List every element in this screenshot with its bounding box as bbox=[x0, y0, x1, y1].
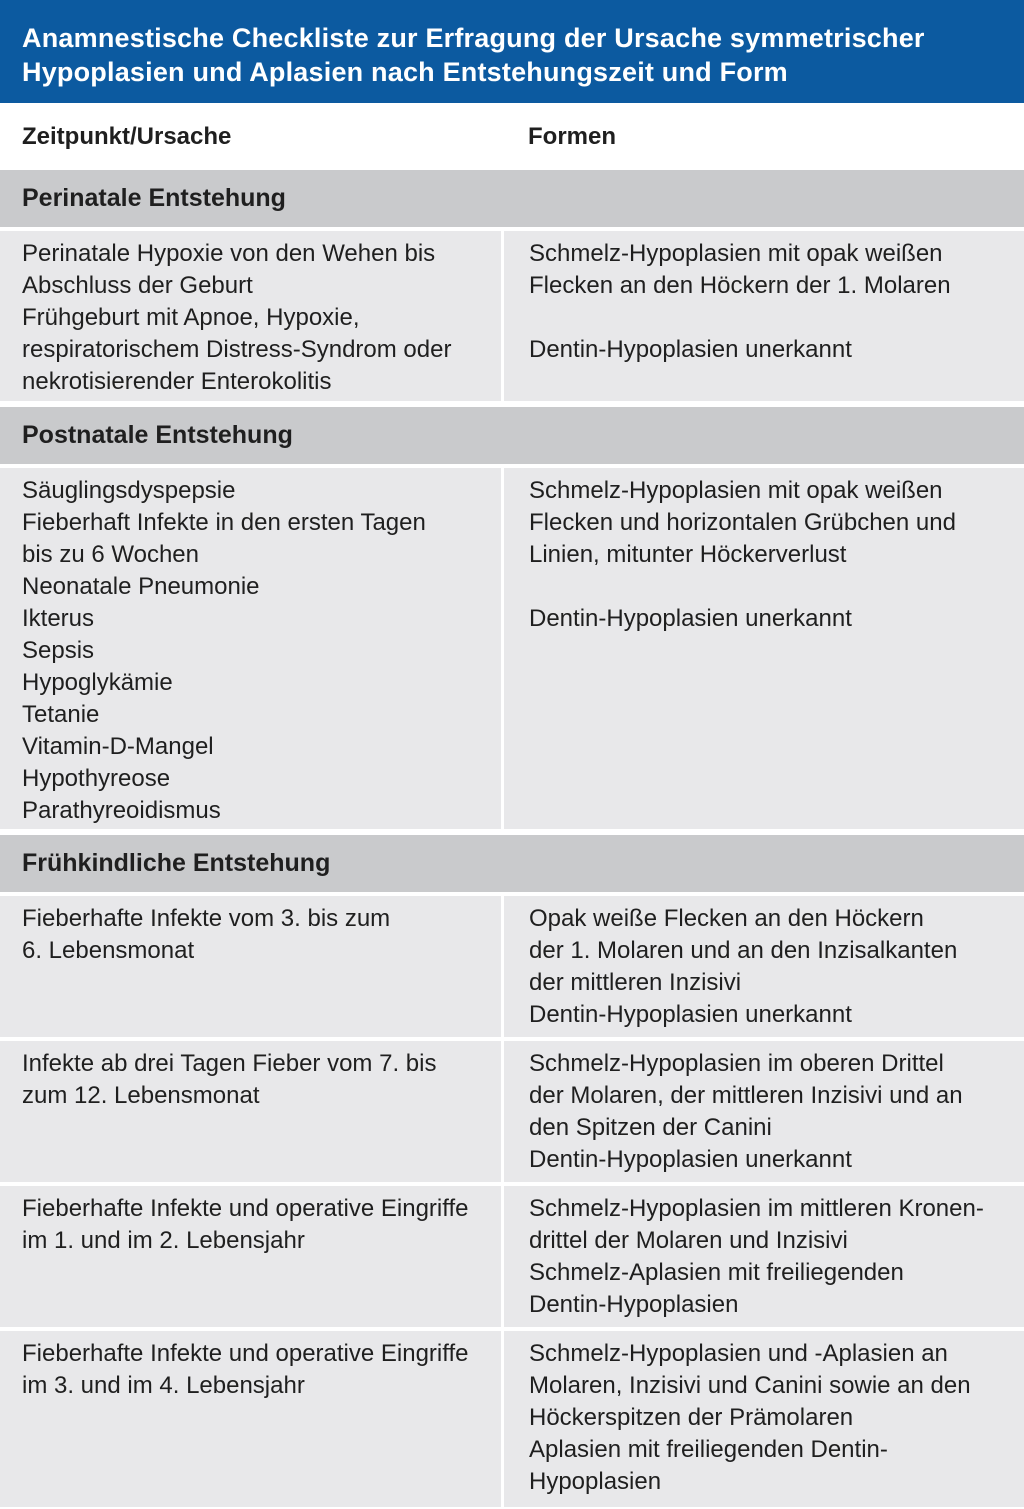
forms-line: Schmelz-Hypoplasien mit opak weißen bbox=[529, 240, 943, 267]
section-heading-perinatal: Perinatale Entstehung bbox=[0, 170, 1024, 227]
forms-line: Schmelz-Hypoplasien mit opak weißen bbox=[529, 477, 943, 504]
forms-line: Dentin-Hypoplasien bbox=[529, 1291, 739, 1318]
cause-line: Säuglingsdyspepsie bbox=[22, 477, 236, 504]
title-line-2: Hypoplasien und Aplasien nach Entstehungszeit und Form bbox=[22, 57, 788, 87]
title-line-1: Anamnestische Checkliste zur Erfragung der Ursache symmetrischer bbox=[22, 23, 925, 53]
cause-line: zum 12. Lebensmonat bbox=[22, 1082, 260, 1109]
cause-line: Neonatale Pneumonie bbox=[22, 573, 260, 600]
table-row bbox=[0, 896, 1024, 1037]
cause-line: Perinatale Hypoxie von den Wehen bis bbox=[22, 240, 436, 267]
table-row bbox=[0, 231, 1024, 401]
cause-line: Tetanie bbox=[22, 701, 100, 728]
forms-cell bbox=[501, 1331, 1024, 1507]
forms-line: Schmelz-Hypoplasien im mittleren Kronen- bbox=[529, 1195, 984, 1222]
table-title bbox=[0, 0, 1024, 103]
forms-line bbox=[529, 571, 1024, 603]
forms-line: den Spitzen der Canini bbox=[529, 1114, 772, 1141]
forms-line: Dentin-Hypoplasien unerkannt bbox=[529, 336, 852, 363]
forms-line: der mittleren Inzisivi bbox=[529, 969, 742, 996]
cause-line: respiratorischem Distress-Syndrom oder bbox=[22, 336, 452, 363]
cause-cell bbox=[0, 1186, 501, 1327]
cause-line: im 1. und im 2. Lebensjahr bbox=[22, 1227, 305, 1254]
cause-line: Hypoglykämie bbox=[22, 669, 173, 696]
section-heading-early-childhood: Frühkindliche Entstehung bbox=[0, 835, 1024, 892]
forms-line: der 1. Molaren und an den Inzisalkanten bbox=[529, 937, 958, 964]
cause-line: Fieberhafte Infekte und operative Eingriffe bbox=[22, 1340, 469, 1367]
forms-line: Flecken an den Höckern der 1. Molaren bbox=[529, 272, 951, 299]
forms-cell bbox=[501, 1041, 1024, 1182]
cause-line: Vitamin-D-Mangel bbox=[22, 733, 214, 760]
cause-line: Infekte ab drei Tagen Fieber vom 7. bis bbox=[22, 1050, 437, 1077]
forms-line: Schmelz-Hypoplasien im oberen Drittel bbox=[529, 1050, 944, 1077]
forms-line: Dentin-Hypoplasien unerkannt bbox=[529, 605, 852, 632]
forms-line: Flecken und horizontalen Grübchen und bbox=[529, 509, 956, 536]
cause-line: Parathyreoidismus bbox=[22, 797, 221, 824]
section-heading-postnatal: Postnatale Entstehung bbox=[0, 407, 1024, 464]
forms-line: Molaren, Inzisivi und Canini sowie an den bbox=[529, 1372, 971, 1399]
cause-line: Hypothyreose bbox=[22, 765, 171, 792]
cause-line: Ikterus bbox=[22, 605, 95, 632]
table-row bbox=[0, 1041, 1024, 1182]
cause-line: 6. Lebensmonat bbox=[22, 937, 195, 964]
column-header-cause: Zeitpunkt/Ursache bbox=[22, 123, 232, 150]
forms-line: Dentin-Hypoplasien unerkannt bbox=[529, 1001, 852, 1028]
forms-line bbox=[529, 302, 1024, 334]
forms-cell bbox=[501, 1186, 1024, 1327]
cause-line: Sepsis bbox=[22, 637, 95, 664]
forms-cell bbox=[501, 231, 1024, 401]
cause-cell bbox=[0, 1041, 501, 1182]
cause-cell bbox=[0, 468, 501, 829]
column-header-row bbox=[0, 103, 1024, 170]
cause-line: Fieberhaft Infekte in den ersten Tagen bbox=[22, 509, 426, 536]
cause-line: Frühgeburt mit Apnoe, Hypoxie, bbox=[22, 304, 360, 331]
forms-cell bbox=[501, 468, 1024, 829]
cause-line: Abschluss der Geburt bbox=[22, 272, 253, 299]
table-row bbox=[0, 1186, 1024, 1327]
cause-line: nekrotisierender Enterokolitis bbox=[22, 368, 332, 395]
cause-line: Fieberhafte Infekte vom 3. bis zum bbox=[22, 905, 391, 932]
forms-line: der Molaren, der mittleren Inzisivi und an bbox=[529, 1082, 963, 1109]
forms-line: Linien, mitunter Höckerverlust bbox=[529, 541, 847, 568]
forms-cell bbox=[501, 896, 1024, 1037]
forms-line: Dentin-Hypoplasien unerkannt bbox=[529, 1146, 852, 1173]
cause-cell bbox=[0, 231, 501, 401]
cause-line: im 3. und im 4. Lebensjahr bbox=[22, 1372, 305, 1399]
column-header-forms: Formen bbox=[528, 123, 617, 150]
table-row bbox=[0, 468, 1024, 829]
cause-line: Fieberhafte Infekte und operative Eingriffe bbox=[22, 1195, 469, 1222]
cause-line: bis zu 6 Wochen bbox=[22, 541, 199, 568]
forms-line: Schmelz-Hypoplasien und -Aplasien an bbox=[529, 1340, 948, 1367]
forms-line: Schmelz-Aplasien mit freiliegenden bbox=[529, 1259, 904, 1286]
forms-line: Opak weiße Flecken an den Höckern bbox=[529, 905, 924, 932]
forms-line: Aplasien mit freiliegenden Dentin- bbox=[529, 1436, 888, 1463]
table-row bbox=[0, 1331, 1024, 1507]
forms-line: drittel der Molaren und Inzisivi bbox=[529, 1227, 848, 1254]
cause-cell bbox=[0, 1331, 501, 1507]
cause-cell bbox=[0, 896, 501, 1037]
forms-line: Hypoplasien bbox=[529, 1468, 662, 1495]
forms-line: Höckerspitzen der Prämolaren bbox=[529, 1404, 854, 1431]
